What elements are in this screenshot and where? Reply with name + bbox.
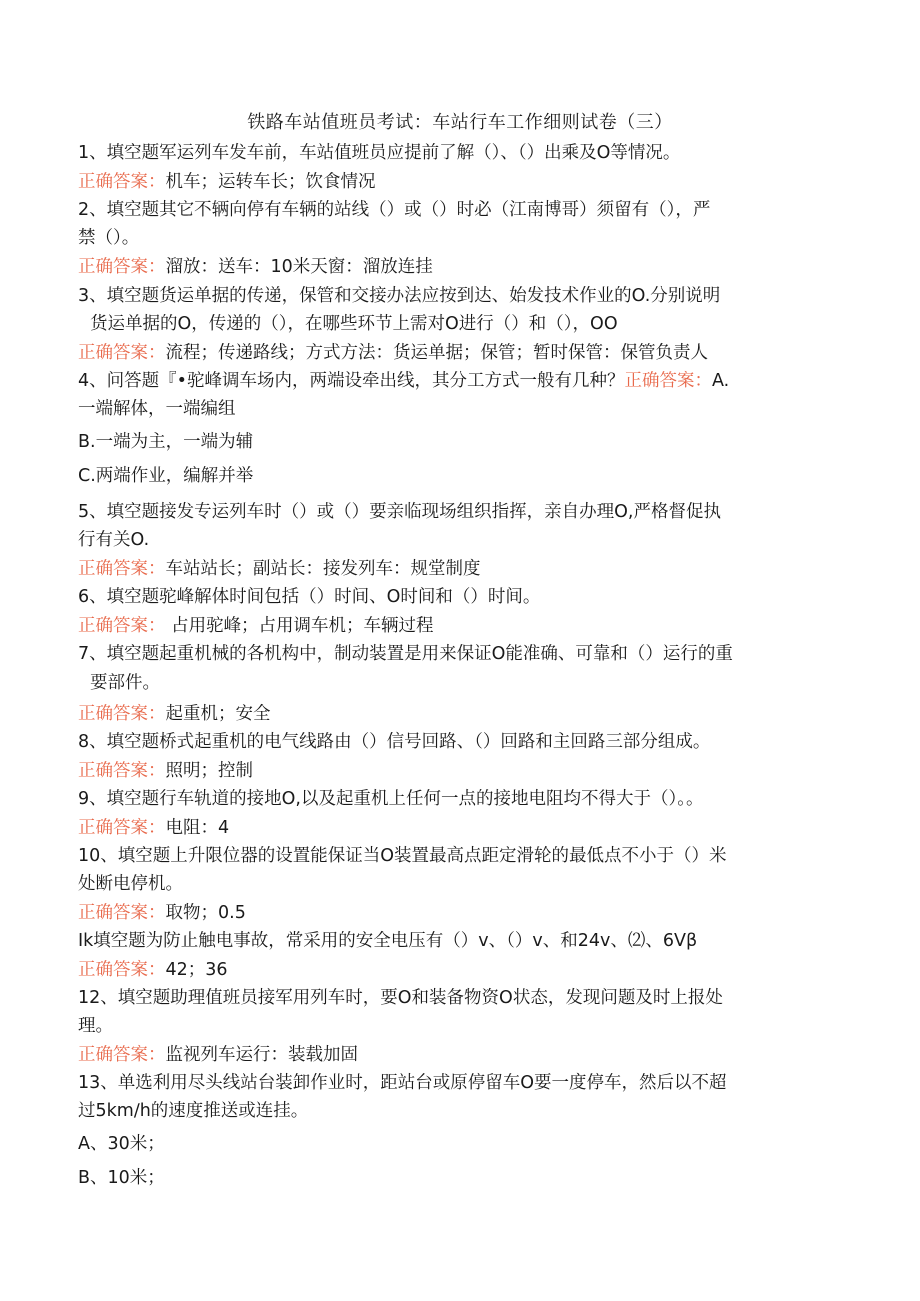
answer-text: 取物；0.5 — [165, 903, 246, 923]
answer-10 — [78, 901, 246, 925]
question-12-text: 12、填空题助理值班员接军用列车时，要O和装备物资O状态，发现问题及时上报处 — [78, 988, 723, 1008]
answer-label: 正确答案： — [78, 616, 166, 636]
question-13-text: 13、单选利用尽头线站台装卸作业时，距站台或原停留车O要一度停车，然后以不超 — [78, 1073, 727, 1093]
answer-text: 溜放：送车：10米天窗：溜放连挂 — [165, 257, 433, 277]
question-10-text: 10、填空题上升限位器的设置能保证当O装置最高点距定滑轮的最低点不小于（）米 — [78, 846, 727, 866]
answer-text: 电阻：4 — [165, 818, 230, 838]
question-3-text-cont: 货运单据的O，传递的（），在哪些环节上需对O进行（）和（），OO — [90, 314, 618, 334]
question-12-text-cont: 理。 — [78, 1016, 113, 1036]
answer-label: 正确答案： — [78, 903, 166, 923]
answer-text: 42；36 — [165, 960, 228, 980]
answer-label: 正确答案： — [78, 1045, 166, 1065]
answer-9 — [78, 816, 229, 840]
answer-1 — [78, 170, 376, 194]
question-13-text-cont: 过5km∕h的速度推送或连挂。 — [78, 1101, 309, 1121]
answer-label: 正确答案： — [78, 257, 166, 277]
question-9-text: 9、填空题行车轨道的接地O,以及起重机上任何一点的接地电阻均不得大于（）。。 — [78, 789, 704, 809]
question-8-text: 8、填空题桥式起重机的电气线路由（）信号回路、（）回路和主回路三部分组成。 — [78, 732, 711, 752]
answer-11 — [78, 958, 228, 982]
option-b: B.一端为主，一端为辅 — [78, 432, 254, 452]
answer-5 — [78, 557, 481, 581]
answer-6 — [78, 614, 434, 638]
answer-text: 占用驼峰；占用调车机；车辆过程 — [165, 616, 434, 636]
question-5-text-cont: 行有关O. — [78, 530, 150, 550]
option-a: A、30米； — [78, 1134, 165, 1154]
answer-label: 正确答案： — [78, 172, 166, 192]
option-a-text: 一端解体，一端编组 — [78, 399, 236, 419]
answer-text: 监视列车运行：装载加固 — [165, 1045, 358, 1065]
question-7-text-cont: 要部件。 — [90, 673, 160, 693]
answer-text: 照明；控制 — [165, 761, 253, 781]
answer-label: 正确答案： — [78, 559, 166, 579]
question-2-text-cont: 禁（）。 — [78, 228, 140, 248]
question-1-text: 1、填空题军运列车发车前，车站值班员应提前了解（）、（）出乘及O等情况。 — [78, 143, 681, 163]
answer-label: 正确答案： — [624, 371, 712, 391]
answer-12 — [78, 1043, 358, 1067]
answer-3 — [78, 341, 708, 365]
question-7-text: 7、填空题起重机械的各机构中，制动装置是用来保证O能准确、可靠和（）运行的重 — [78, 644, 733, 664]
answer-text: 流程；传递路线；方式方法：货运单据；保管；暂时保管：保管负责人 — [165, 343, 708, 363]
question-6-text: 6、填空题驼峰解体时间包括（）时间、O时间和（）时间。 — [78, 587, 541, 607]
answer-text: 机车；运转车长；饮食情况 — [165, 172, 376, 192]
answer-8 — [78, 759, 253, 783]
answer-label: 正确答案： — [78, 761, 166, 781]
question-4-prompt: 4、问答题『•驼峰调车场内，两端设牵出线，其分工方式一般有几种？ — [78, 371, 625, 391]
answer-text: 车站站长；副站长：接发列车：规堂制度 — [165, 559, 481, 579]
question-11-text: Ik填空题为防止触电事故，常采用的安全电压有（）v、（）v、和24v、⑵、6Vβ — [78, 931, 698, 951]
answer-2 — [78, 255, 433, 279]
page-title: 铁路车站值班员考试：车站行车工作细则试卷（三） — [247, 112, 673, 133]
option-a-label: A. — [711, 371, 730, 391]
question-2-text: 2、填空题其它不辆向停有车辆的站线（）或（）时必（江南博哥）须留有（），严 — [78, 200, 711, 220]
answer-7 — [78, 702, 271, 726]
answer-text: 起重机；安全 — [165, 704, 271, 724]
answer-label: 正确答案： — [78, 818, 166, 838]
option-c: C.两端作业，编解并举 — [78, 466, 254, 486]
question-4-text — [78, 369, 729, 393]
answer-label: 正确答案： — [78, 960, 166, 980]
answer-label: 正确答案： — [78, 704, 166, 724]
option-b: B、10米； — [78, 1168, 165, 1188]
answer-label: 正确答案： — [78, 343, 166, 363]
question-3-text: 3、填空题货运单据的传递，保管和交接办法应按到达、始发技术作业的O.分别说明 — [78, 286, 721, 306]
question-10-text-cont: 处断电停机。 — [78, 874, 183, 894]
question-5-text: 5、填空题接发专运列车时（）或（）要亲临现场组织指挥，亲自办理O,严格督促执 — [78, 502, 721, 522]
